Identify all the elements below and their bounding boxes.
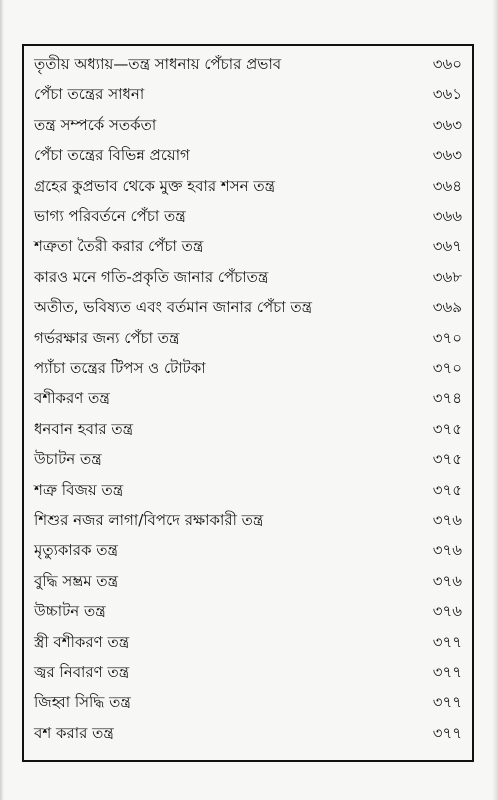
- toc-entry-title: প্যাঁচা তন্ত্রের টিপস ও টোটকা: [34, 359, 206, 377]
- toc-entry: [24, 324, 472, 354]
- toc-entry-page: ৩৭৬: [432, 541, 462, 560]
- toc-entry: [24, 141, 472, 171]
- toc-entry-title: বশ করার তন্ত্র: [34, 723, 114, 742]
- toc-entry-page: ৩৬৭: [432, 237, 462, 256]
- toc-entry: [24, 202, 472, 232]
- toc-entry-title: স্ত্রী বশীকরণ তন্ত্র: [34, 632, 130, 651]
- toc-entry: [24, 628, 472, 658]
- toc-entry-page: ৩৭৭: [432, 723, 462, 742]
- toc-entry-page: ৩৭০: [432, 328, 462, 347]
- toc-entry-title: বশীকরণ তন্ত্র: [34, 389, 110, 408]
- toc-entry: [24, 111, 472, 141]
- toc-entry-page: ৩৭৫: [432, 419, 462, 438]
- toc-entry-page: ৩৬৬: [432, 207, 462, 225]
- toc-entry-page: ৩৬৯: [432, 298, 462, 317]
- page-left-edge: [0, 0, 4, 800]
- toc-entry: [24, 293, 472, 323]
- toc-entry-page: ৩৭৪: [432, 389, 462, 408]
- toc-entry: [24, 263, 472, 293]
- toc-entry: [24, 658, 472, 688]
- toc-entry: [24, 476, 472, 506]
- toc-entry: [24, 384, 472, 414]
- toc-entry: [24, 354, 472, 384]
- toc-entry: [24, 172, 472, 202]
- toc-entry-title: শত্রুতা তৈরী করার পেঁচা তন্ত্র: [34, 237, 204, 256]
- toc-entry-page: ৩৬০: [432, 55, 462, 73]
- toc-entry-title: পেঁচা তন্ত্রের বিভিন্ন প্রয়োগ: [34, 146, 190, 165]
- toc-entry-page: ৩৬৮: [432, 267, 462, 286]
- page-right-edge: [492, 0, 498, 800]
- toc-entry-title: বুদ্ধি সম্ভ্রম তন্ত্র: [34, 571, 119, 590]
- toc-entry: [24, 719, 472, 749]
- toc-entry-title: জ্বর নিবারণ তন্ত্র: [34, 663, 130, 681]
- toc-entry-page: ৩৭৬: [432, 571, 462, 590]
- toc-entry-title: কারও মনে গতি-প্রকৃতি জানার পেঁচাতন্ত্র: [34, 267, 269, 286]
- toc-entry-page: ৩৭৬: [432, 511, 462, 529]
- toc-entry-page: ৩৬৪: [432, 176, 462, 195]
- toc-entry-title: তৃতীয় অধ্যায়—তন্ত্র সাধনায় পেঁচার প্রভাব: [34, 55, 282, 73]
- toc-entry-page: ৩৭০: [432, 359, 462, 377]
- toc-entry: [24, 445, 472, 475]
- toc-entry-title: উচাটন তন্ত্র: [34, 450, 102, 469]
- toc-entry: [24, 80, 472, 110]
- toc-entry-title: ধনবান হবার তন্ত্র: [34, 419, 134, 438]
- toc-entry-page: ৩৭৭: [432, 663, 462, 681]
- toc-entry: [24, 567, 472, 597]
- toc-entry: [24, 688, 472, 718]
- toc-entry-page: ৩৭৫: [432, 450, 462, 469]
- toc-entry: [24, 232, 472, 262]
- toc-entry: [24, 536, 472, 566]
- toc-entry-page: ৩৬৩: [432, 115, 462, 134]
- toc-entry-title: গর্ভরক্ষার জন্য পেঁচা তন্ত্র: [34, 328, 180, 347]
- toc-entry: [24, 597, 472, 627]
- toc-entry: [24, 50, 472, 80]
- toc-entry-page: ৩৬১: [432, 85, 462, 104]
- toc-entry-title: উচ্চাটন তন্ত্র: [34, 602, 106, 621]
- toc-entry: [24, 506, 472, 536]
- toc-entry-title: মৃত্যুকারক তন্ত্র: [34, 541, 118, 560]
- toc-entry-title: গ্রহের কুপ্রভাব থেকে মুক্ত হবার শসন তন্ত্র: [34, 176, 276, 195]
- table-of-contents: [22, 44, 474, 762]
- toc-entry: [24, 415, 472, 445]
- toc-entry-title: শত্রু বিজয় তন্ত্র: [34, 480, 124, 499]
- toc-entry-title: তন্ত্র সম্পর্কে সতর্কতা: [34, 115, 157, 134]
- toc-entry-page: ৩৭৭: [432, 693, 462, 712]
- toc-entry-title: ভাগ্য পরিবর্তনে পেঁচা তন্ত্র: [34, 207, 186, 225]
- toc-entry-page: ৩৬৩: [432, 146, 462, 165]
- toc-entry-title: পেঁচা তন্ত্রের সাধনা: [34, 85, 145, 104]
- toc-entry-page: ৩৭৫: [432, 480, 462, 499]
- toc-entry-page: ৩৭৭: [432, 632, 462, 651]
- toc-entry-title: শিশুর নজর লাগা/বিপদে রক্ষাকারী তন্ত্র: [34, 511, 264, 529]
- toc-entry-title: অতীত, ভবিষ্যত এবং বর্তমান জানার পেঁচা তন্ত্র: [34, 298, 313, 317]
- toc-entry-page: ৩৭৬: [432, 602, 462, 621]
- toc-entry-title: জিহ্বা সিদ্ধি তন্ত্র: [34, 693, 131, 712]
